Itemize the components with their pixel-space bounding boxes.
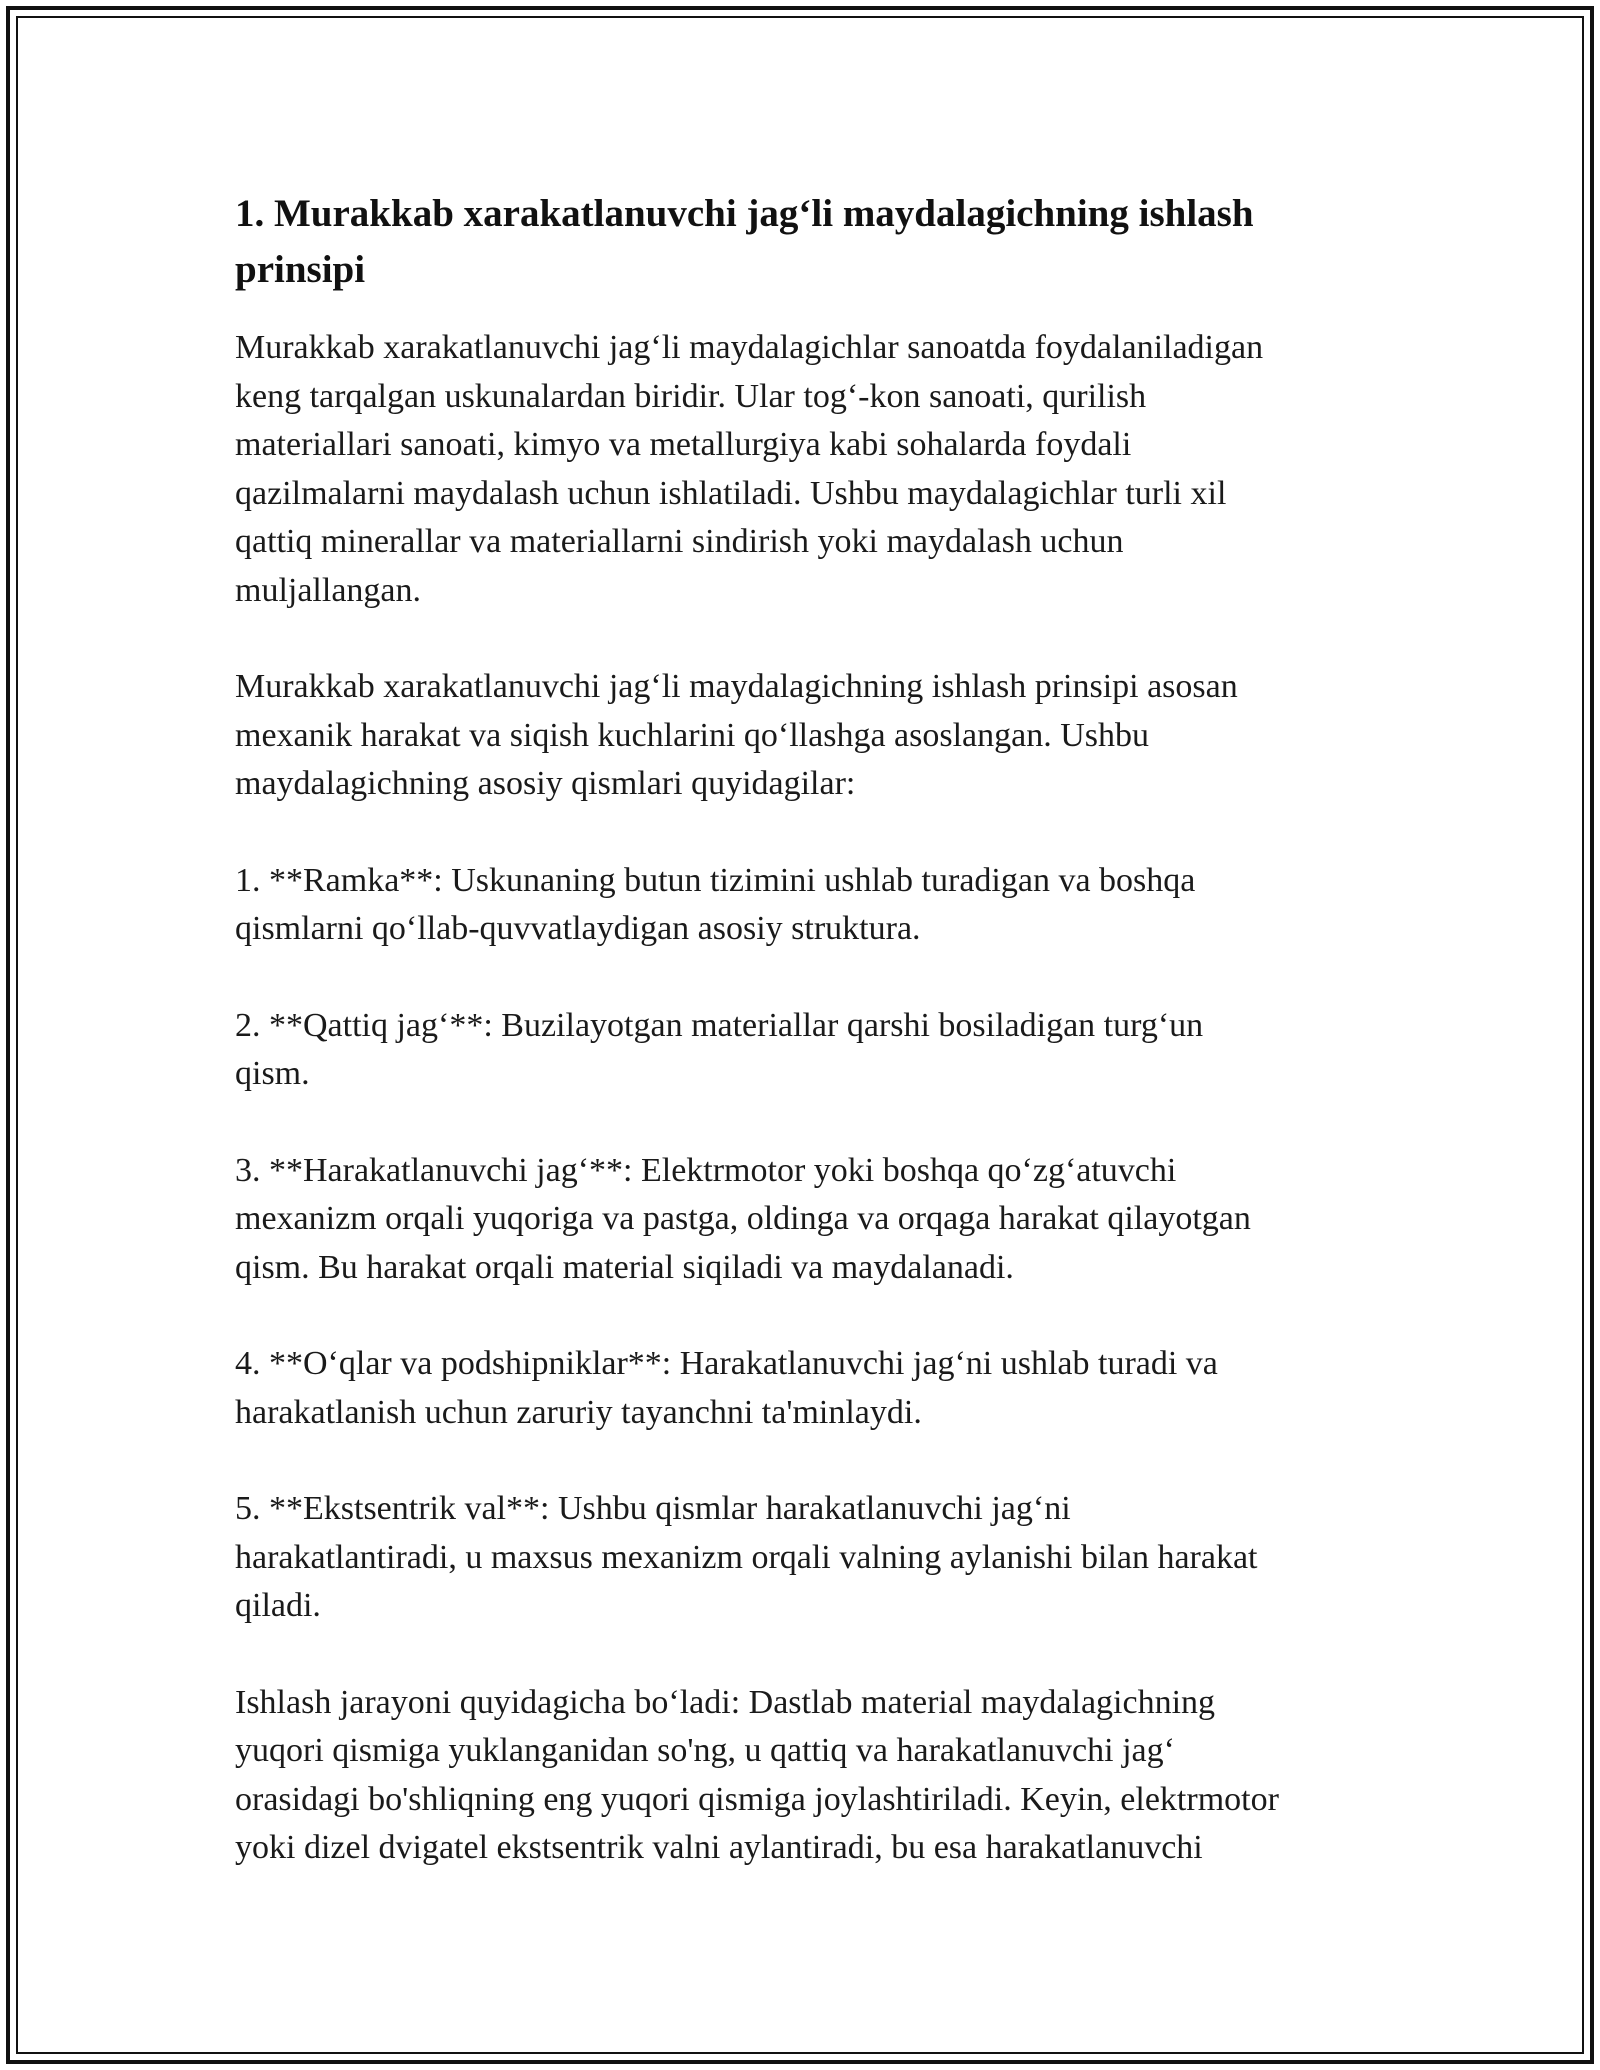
list-item-oqlar-podshipniklar: 4. **O‘qlar va podshipniklar**: Harakatlanuvchi jag‘ni ushlab turadi va harakatlanish uchun zaruriy tayanchni ta'minlaydi. bbox=[235, 1345, 1218, 1431]
paragraph-process: Ishlash jarayoni quyidagicha bo‘ladi: Dastlab material maydalagichning yuqori qismiga yuklanganidan so'ng, u qattiq va harakatlanuvchi jag‘ orasidagi bo'shliqning eng yuqori qismiga joylashtiriladi. Keyin, elektrmotor yoki dizel dvigatel ekstsentrik valni aylantiradi, bu esa harakatlanuvchi bbox=[235, 1683, 1279, 1866]
document-body bbox=[235, 186, 1385, 1921]
list-item-qattiq-jag: 2. **Qattiq jag‘**: Buzilayotgan materiallar qarshi bosiladigan turg‘un qism. bbox=[235, 1006, 1204, 1092]
list-item-ekstsentrik-val: 5. **Ekstsentrik val**: Ushbu qismlar harakatlanuvchi jag‘ni harakatlantiradi, u maxsus mexanizm orqali valning aylanishi bilan harakat qiladi. bbox=[235, 1490, 1258, 1624]
document-title: 1. Murakkab xarakatlanuvchi jag‘li maydalagichning ishlash prinsipi bbox=[235, 192, 1254, 291]
list-item-ramka: 1. **Ramka**: Uskunaning butun tizimini ushlab turadigan va boshqa qismlarni qo‘llab-quvvatlaydigan asosiy struktura. bbox=[235, 861, 1196, 947]
paragraph-intro: Murakkab xarakatlanuvchi jag‘li maydalagichlar sanoatda foydalaniladigan keng tarqalgan uskunalardan biridir. Ular tog‘-kon sanoati, qurilish materiallari sanoati, kimyo va metallurgiya kabi sohalarda foydali qazilmalarni maydalash uchun ishlatiladi. Ushbu maydalagichlar turli xil qattiq minerallar va materiallarni sindirish yoki maydalash uchun muljallangan. bbox=[235, 329, 1264, 609]
paragraph-principle: Murakkab xarakatlanuvchi jag‘li maydalagichning ishlash prinsipi asosan mexanik harakat va siqish kuchlarini qo‘llashga asoslangan. Ushbu maydalagichning asosiy qismlari quyidagilar: bbox=[235, 668, 1238, 802]
list-item-harakatlanuvchi-jag: 3. **Harakatlanuvchi jag‘**: Elektrmotor yoki boshqa qo‘zg‘atuvchi mexanizm orqali yuqoriga va pastga, oldinga va orqaga harakat qilayotgan qism. Bu harakat orqali material siqiladi va maydalanadi. bbox=[235, 1151, 1251, 1286]
